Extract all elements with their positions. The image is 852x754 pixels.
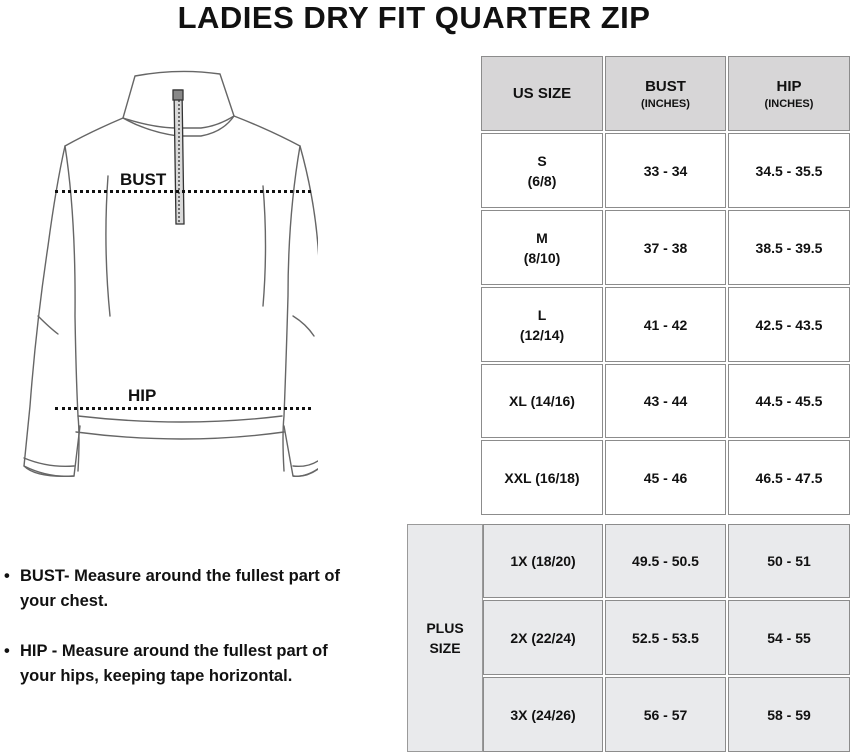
page-title: LADIES DRY FIT QUARTER ZIP bbox=[177, 0, 651, 35]
table-cell-size: S (6/8) bbox=[481, 133, 603, 208]
table-cell-bust: 45 - 46 bbox=[605, 440, 726, 515]
quarter-zip-illustration bbox=[18, 66, 318, 506]
hip-label: HIP bbox=[128, 386, 157, 405]
table-cell-hip: 50 - 51 bbox=[728, 524, 850, 598]
table-cell-bust: 49.5 - 50.5 bbox=[605, 524, 726, 598]
table-cell-size: XXL (16/18) bbox=[481, 440, 603, 515]
table-cell-hip: 38.5 - 39.5 bbox=[728, 210, 850, 285]
table-cell-size: XL (14/16) bbox=[481, 364, 603, 438]
header-bust: BUST (INCHES) bbox=[605, 56, 726, 131]
table-cell-bust: 56 - 57 bbox=[605, 677, 726, 752]
bust-measure-line bbox=[55, 190, 311, 193]
table-cell-hip: 34.5 - 35.5 bbox=[728, 133, 850, 208]
bullet-icon: • bbox=[4, 567, 10, 585]
table-cell-hip: 44.5 - 45.5 bbox=[728, 364, 850, 438]
hip-measure-line bbox=[55, 407, 311, 410]
table-cell-size: L (12/14) bbox=[481, 287, 603, 362]
bust-label: BUST bbox=[120, 170, 167, 189]
table-cell-hip: 42.5 - 43.5 bbox=[728, 287, 850, 362]
table-cell-size: 2X (22/24) bbox=[483, 600, 603, 675]
table-cell-size: M (8/10) bbox=[481, 210, 603, 285]
table-cell-bust: 37 - 38 bbox=[605, 210, 726, 285]
table-cell-hip: 54 - 55 bbox=[728, 600, 850, 675]
table-cell-hip: 58 - 59 bbox=[728, 677, 850, 752]
header-hip: HIP (INCHES) bbox=[728, 56, 850, 131]
plus-size-label: PLUS SIZE bbox=[407, 524, 483, 752]
table-cell-size: 1X (18/20) bbox=[483, 524, 603, 598]
bullet-icon: • bbox=[4, 642, 10, 660]
table-cell-bust: 41 - 42 bbox=[605, 287, 726, 362]
table-cell-size: 3X (24/26) bbox=[483, 677, 603, 752]
table-cell-hip: 46.5 - 47.5 bbox=[728, 440, 850, 515]
table-cell-bust: 52.5 - 53.5 bbox=[605, 600, 726, 675]
table-cell-bust: 43 - 44 bbox=[605, 364, 726, 438]
header-us-size: US SIZE bbox=[481, 56, 603, 131]
table-cell-bust: 33 - 34 bbox=[605, 133, 726, 208]
